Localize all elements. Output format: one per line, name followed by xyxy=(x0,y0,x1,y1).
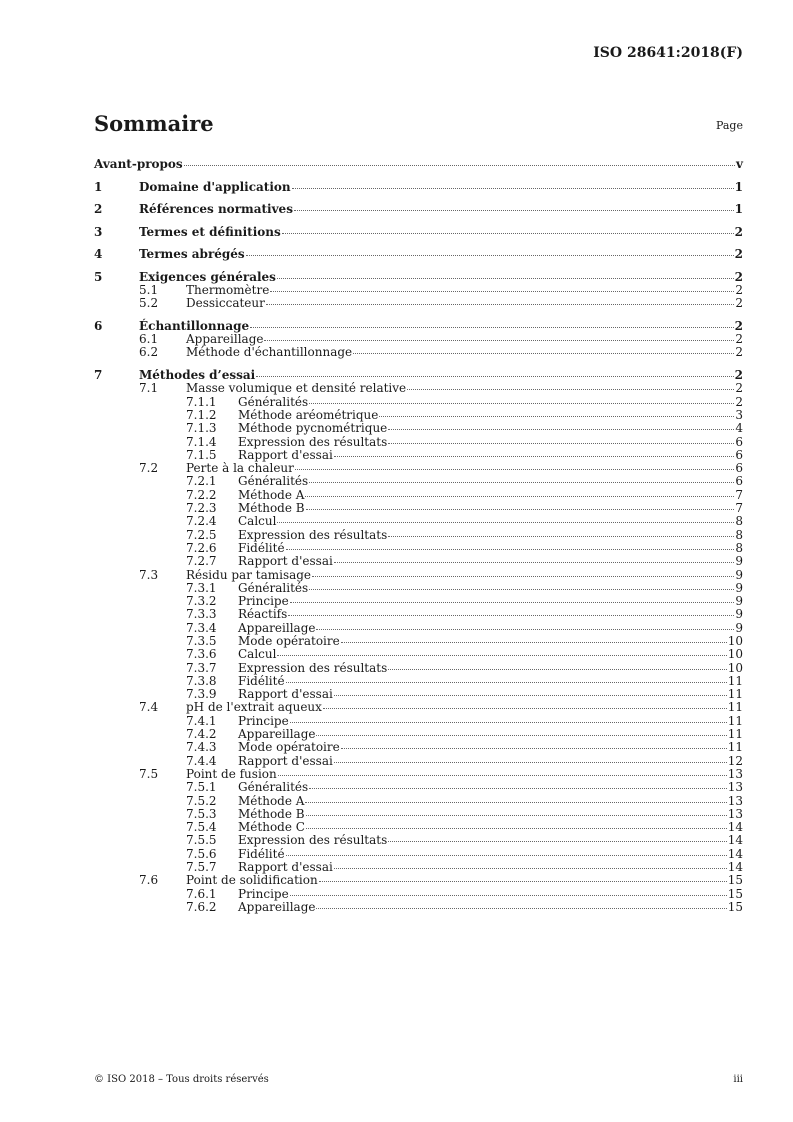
toc-entry[interactable] xyxy=(94,874,743,887)
toc-entry[interactable] xyxy=(94,662,743,675)
toc-entry-title: Thermomètre xyxy=(186,282,270,297)
toc-entry-page: 13 xyxy=(727,806,743,821)
toc-entry-number: 5.2 xyxy=(139,296,159,311)
toc-entry-number: 7.1.3 xyxy=(186,421,217,436)
toc-entry[interactable] xyxy=(94,515,743,528)
toc-entry-number: 4 xyxy=(94,247,103,262)
toc-entry[interactable] xyxy=(94,622,743,635)
dot-leader xyxy=(277,522,734,523)
toc-entry[interactable] xyxy=(94,675,743,688)
toc-entry-title: Références normatives xyxy=(139,202,293,217)
toc-entry-title: Généralités xyxy=(238,580,309,595)
toc-entry-number: 7.4.4 xyxy=(186,753,217,768)
toc-entry-title: Réactifs xyxy=(238,607,288,622)
toc-entry-page: 11 xyxy=(727,713,743,728)
toc-entry-number: 7.4.3 xyxy=(186,740,217,755)
toc-entry-page: 3 xyxy=(735,407,743,422)
dot-leader xyxy=(306,815,727,816)
toc-entry[interactable] xyxy=(94,701,743,714)
dot-leader xyxy=(388,536,734,537)
toc-entry-number: 7.6.2 xyxy=(186,899,217,914)
dot-leader xyxy=(246,255,734,256)
dot-leader xyxy=(278,775,727,776)
toc-entry-number: 7.2.2 xyxy=(186,487,217,502)
toc-entry[interactable] xyxy=(94,502,743,515)
toc-entry-number: 7.2.7 xyxy=(186,554,217,569)
toc-entry-page: 14 xyxy=(727,846,743,861)
toc-entry[interactable] xyxy=(94,297,743,310)
toc-entry-number: 1 xyxy=(94,179,103,194)
toc-entry-number: 7.3.1 xyxy=(186,580,217,595)
toc-entry-title: Méthode B xyxy=(238,806,305,821)
dot-leader xyxy=(277,278,734,279)
dot-leader xyxy=(282,233,734,234)
toc-entry-page: 2 xyxy=(735,345,743,360)
toc-entry-page: 1 xyxy=(734,179,743,194)
toc-entry[interactable] xyxy=(94,475,743,488)
dot-leader xyxy=(353,353,734,354)
toc-entry-number: 7.4.2 xyxy=(186,727,217,742)
toc-entry[interactable] xyxy=(94,247,743,261)
toc-entry[interactable] xyxy=(94,848,743,861)
toc-entry[interactable] xyxy=(94,861,743,874)
dot-leader xyxy=(294,210,734,211)
toc-entry-title: Dessiccateur xyxy=(186,296,265,311)
dot-leader xyxy=(323,708,727,709)
footer-page-number: iii xyxy=(733,1074,743,1085)
dot-leader xyxy=(264,340,734,341)
dot-leader xyxy=(388,429,734,430)
toc-entry-page: 10 xyxy=(727,660,743,675)
toc-entry-title: Avant-propos xyxy=(94,157,183,171)
toc-entry-page: 15 xyxy=(727,873,743,888)
toc-entry-title: Termes et définitions xyxy=(139,224,281,239)
toc-entry-title: Méthode A xyxy=(238,793,305,808)
toc-entry[interactable] xyxy=(94,284,743,297)
toc-entry[interactable] xyxy=(94,319,743,333)
toc-entry-number: 7.3.3 xyxy=(186,607,217,622)
toc-entry-page: 2 xyxy=(734,224,743,239)
toc-entry[interactable] xyxy=(94,635,743,648)
toc-entry-number: 7.1.5 xyxy=(186,447,217,462)
toc-entry-page: 11 xyxy=(727,727,743,742)
toc-entry-title: Méthodes d’essai xyxy=(139,368,256,383)
toc-entry-title: Méthode A xyxy=(238,487,305,502)
toc-entry-title: Exigences générales xyxy=(139,269,276,284)
toc-entry-number: 5.1 xyxy=(139,282,159,297)
toc-entry-number: 7.5.4 xyxy=(186,820,217,835)
toc-entry-page: 4 xyxy=(735,421,743,436)
table-of-contents xyxy=(94,157,743,914)
toc-entry-number: 7.3.4 xyxy=(186,620,217,635)
toc-entry-title: Calcul xyxy=(238,514,277,529)
toc-entry-title: Rapport d'essai xyxy=(238,687,333,702)
toc-entry-title: Termes abrégés xyxy=(139,247,245,262)
toc-entry-title: Méthode aréométrique xyxy=(238,407,379,422)
toc-entry-number: 7.3.5 xyxy=(186,633,217,648)
toc-entry-page: 14 xyxy=(727,860,743,875)
dot-leader xyxy=(407,389,734,390)
dot-leader xyxy=(309,589,734,590)
toc-entry-page: 15 xyxy=(727,899,743,914)
toc-entry-title: Appareillage xyxy=(186,332,264,347)
toc-entry-title: Méthode d'échantillonnage xyxy=(186,345,353,360)
toc-entry-number: 6.1 xyxy=(139,332,159,347)
toc-entry-page: 2 xyxy=(735,394,743,409)
toc-entry-number: 7.1 xyxy=(139,381,159,396)
toc-entry-page: 9 xyxy=(735,554,743,569)
toc-entry[interactable] xyxy=(94,225,743,239)
toc-entry-title: Principe xyxy=(238,713,289,728)
toc-entry-number: 7.1.2 xyxy=(186,407,217,422)
toc-entry-number: 7 xyxy=(94,368,103,383)
toc-entry-number: 7.3 xyxy=(139,567,159,582)
toc-entry-number: 7.6 xyxy=(139,873,159,888)
toc-entry-title: Échantillonnage xyxy=(139,319,250,334)
toc-entry-page: 11 xyxy=(727,740,743,755)
toc-entry-number: 7.2.4 xyxy=(186,514,217,529)
toc-entry-number: 7.6.1 xyxy=(186,886,217,901)
toc-entry-number: 7.3.9 xyxy=(186,687,217,702)
dot-leader xyxy=(270,291,734,292)
toc-entry[interactable] xyxy=(94,781,743,794)
toc-entry-number: 7.5.1 xyxy=(186,780,217,795)
toc-entry-page: 13 xyxy=(727,780,743,795)
toc-entry-page: 2 xyxy=(734,247,743,262)
toc-entry[interactable] xyxy=(94,382,743,395)
toc-entry[interactable] xyxy=(94,821,743,834)
toc-entry-title: Point de solidification xyxy=(186,873,318,888)
toc-entry[interactable] xyxy=(94,834,743,847)
toc-entry[interactable] xyxy=(94,180,743,194)
dot-leader xyxy=(388,841,726,842)
dot-leader xyxy=(334,762,727,763)
toc-entry-number: 7.5.6 xyxy=(186,846,217,861)
toc-entry-number: 7.3.8 xyxy=(186,673,217,688)
toc-entry-number: 7.1.4 xyxy=(186,434,217,449)
toc-entry[interactable] xyxy=(94,333,743,346)
dot-leader xyxy=(309,403,734,404)
toc-entry-page: 11 xyxy=(727,687,743,702)
dot-leader xyxy=(306,828,727,829)
toc-entry-page: 13 xyxy=(727,793,743,808)
toc-entry-number: 3 xyxy=(94,224,103,239)
toc-entry[interactable] xyxy=(94,462,743,475)
toc-entry-number: 7.5.7 xyxy=(186,860,217,875)
toc-entry-title: Fidélité xyxy=(238,673,285,688)
toc-entry[interactable] xyxy=(94,608,743,621)
toc-entry[interactable] xyxy=(94,396,743,409)
toc-entry-page: 8 xyxy=(735,527,743,542)
toc-entry-title: Appareillage xyxy=(238,620,316,635)
toc-entry-title: Généralités xyxy=(238,780,309,795)
dot-leader xyxy=(277,655,726,656)
toc-entry-page: 11 xyxy=(727,673,743,688)
toc-entry-title: Principe xyxy=(238,594,289,609)
toc-entry-page: 10 xyxy=(727,633,743,648)
dot-leader xyxy=(290,602,735,603)
toc-entry[interactable] xyxy=(94,768,743,781)
toc-entry-page: 2 xyxy=(734,368,743,383)
toc-entry-title: Mode opératoire xyxy=(238,633,340,648)
toc-entry-title: Rapport d'essai xyxy=(238,753,333,768)
dot-leader xyxy=(334,695,727,696)
toc-entry-page: 6 xyxy=(735,461,743,476)
toc-entry-page: 7 xyxy=(735,501,743,516)
toc-entry-title: Appareillage xyxy=(238,899,316,914)
dot-leader xyxy=(341,642,727,643)
dot-leader xyxy=(319,881,727,882)
toc-entry[interactable] xyxy=(94,555,743,568)
toc-entry-title: Fidélité xyxy=(238,846,285,861)
dot-leader xyxy=(334,456,735,457)
toc-entry-title: pH de l'extrait aqueux xyxy=(186,700,322,715)
dot-leader xyxy=(290,895,727,896)
dot-leader xyxy=(312,576,734,577)
toc-entry-title: Expression des résultats xyxy=(238,434,388,449)
toc-entry[interactable] xyxy=(94,648,743,661)
toc-entry[interactable] xyxy=(94,436,743,449)
dot-leader xyxy=(306,509,735,510)
toc-entry-number: 6.2 xyxy=(139,345,159,360)
document-id: ISO 28641:2018(F) xyxy=(593,45,743,61)
dot-leader xyxy=(292,188,734,189)
toc-entry-title: Appareillage xyxy=(238,727,316,742)
toc-entry-number: 7.2.5 xyxy=(186,527,217,542)
toc-entry-page: 6 xyxy=(735,447,743,462)
toc-entry-page: 14 xyxy=(727,833,743,848)
toc-entry-page: 13 xyxy=(727,766,743,781)
toc-entry-page: 9 xyxy=(735,607,743,622)
toc-entry-title: Méthode B xyxy=(238,501,305,516)
toc-entry-title: Calcul xyxy=(238,647,277,662)
toc-entry[interactable] xyxy=(94,728,743,741)
toc-entry-page: 12 xyxy=(727,753,743,768)
dot-leader xyxy=(290,722,727,723)
dot-leader xyxy=(256,376,733,377)
toc-entry-title: Principe xyxy=(238,886,289,901)
toc-entry-page: 10 xyxy=(727,647,743,662)
toc-entry-page: 1 xyxy=(734,202,743,217)
toc-entry-number: 7.5.2 xyxy=(186,793,217,808)
dot-leader xyxy=(295,469,734,470)
toc-entry-page: 2 xyxy=(734,319,743,334)
toc-entry-page: 11 xyxy=(727,700,743,715)
dot-leader xyxy=(379,416,734,417)
toc-entry[interactable] xyxy=(94,529,743,542)
dot-leader xyxy=(309,788,727,789)
toc-entry-page: 9 xyxy=(735,567,743,582)
toc-entry-number: 7.3.7 xyxy=(186,660,217,675)
toc-entry[interactable] xyxy=(94,715,743,728)
toc-entry[interactable] xyxy=(94,901,743,914)
toc-entry-title: Masse volumique et densité relative xyxy=(186,381,407,396)
toc-entry[interactable] xyxy=(94,808,743,821)
dot-leader xyxy=(288,615,734,616)
toc-entry-number: 7.5.3 xyxy=(186,806,217,821)
toc-entry-page: 2 xyxy=(735,296,743,311)
toc-entry[interactable] xyxy=(94,795,743,808)
toc-entry[interactable] xyxy=(94,489,743,502)
dot-leader xyxy=(184,165,735,166)
toc-entry-number: 6 xyxy=(94,319,103,334)
toc-entry[interactable] xyxy=(94,888,743,901)
toc-entry[interactable] xyxy=(94,346,743,359)
toc-entry-page: 6 xyxy=(735,474,743,489)
dot-leader xyxy=(286,855,727,856)
toc-entry-page: 7 xyxy=(735,487,743,502)
toc-entry[interactable] xyxy=(94,688,743,701)
toc-entry-number: 7.2 xyxy=(139,461,159,476)
toc-entry[interactable] xyxy=(94,569,743,582)
toc-entry[interactable] xyxy=(94,368,743,382)
dot-leader xyxy=(305,496,734,497)
toc-entry-number: 7.5 xyxy=(139,766,159,781)
dot-leader xyxy=(250,327,733,328)
toc-entry-page: 6 xyxy=(735,434,743,449)
toc-entry-title: Expression des résultats xyxy=(238,833,388,848)
dot-leader xyxy=(388,669,726,670)
toc-entry[interactable] xyxy=(94,755,743,768)
footer-copyright: © ISO 2018 – Tous droits réservés xyxy=(94,1074,269,1085)
dot-leader xyxy=(286,682,727,683)
toc-entry-page: 9 xyxy=(735,594,743,609)
toc-entry[interactable] xyxy=(94,582,743,595)
dot-leader xyxy=(388,443,734,444)
toc-entry[interactable] xyxy=(94,595,743,608)
toc-entry[interactable] xyxy=(94,449,743,462)
page-column-label: Page xyxy=(715,119,743,132)
toc-entry-number: 7.3.6 xyxy=(186,647,217,662)
toc-entry[interactable] xyxy=(94,157,743,171)
toc-entry-page: v xyxy=(736,157,743,171)
toc-entry[interactable] xyxy=(94,409,743,422)
toc-entry[interactable] xyxy=(94,422,743,435)
dot-leader xyxy=(334,868,727,869)
toc-entry-page: 2 xyxy=(735,381,743,396)
toc-entry-page: 15 xyxy=(727,886,743,901)
toc-entry-title: Méthode pycnométrique xyxy=(238,421,388,436)
toc-entry-number: 7.2.1 xyxy=(186,474,217,489)
toc-entry-title: Méthode C xyxy=(238,820,305,835)
toc-entry-number: 5 xyxy=(94,269,103,284)
toc-entry-page: 8 xyxy=(735,514,743,529)
toc-entry-title: Perte à la chaleur xyxy=(186,461,294,476)
toc-entry-page: 2 xyxy=(735,332,743,347)
toc-entry-number: 7.3.2 xyxy=(186,594,217,609)
dot-leader xyxy=(316,629,734,630)
dot-leader xyxy=(341,748,727,749)
toc-entry-title: Généralités xyxy=(238,394,309,409)
dot-leader xyxy=(305,802,726,803)
dot-leader xyxy=(309,482,734,483)
toc-entry-number: 7.2.6 xyxy=(186,540,217,555)
dot-leader xyxy=(316,735,726,736)
dot-leader xyxy=(316,908,726,909)
toc-entry-number: 7.5.5 xyxy=(186,833,217,848)
toc-entry-number: 7.1.1 xyxy=(186,394,217,409)
toc-entry-title: Point de fusion xyxy=(186,766,277,781)
toc-entry-number: 7.4 xyxy=(139,700,159,715)
toc-entry-title: Généralités xyxy=(238,474,309,489)
dot-leader xyxy=(286,549,735,550)
toc-entry[interactable] xyxy=(94,270,743,284)
toc-entry-number: 2 xyxy=(94,202,103,217)
toc-entry[interactable] xyxy=(94,202,743,216)
dot-leader xyxy=(334,562,735,563)
toc-entry-title: Mode opératoire xyxy=(238,740,340,755)
page-title: Sommaire xyxy=(94,111,214,136)
toc-entry-title: Domaine d'application xyxy=(139,179,291,194)
toc-entry-number: 7.2.3 xyxy=(186,501,217,516)
toc-entry-page: 8 xyxy=(735,540,743,555)
toc-entry-title: Résidu par tamisage xyxy=(186,567,312,582)
toc-entry-page: 14 xyxy=(727,820,743,835)
toc-entry-page: 2 xyxy=(735,282,743,297)
toc-entry-title: Rapport d'essai xyxy=(238,860,333,875)
toc-entry-title: Fidélité xyxy=(238,540,285,555)
toc-entry-page: 2 xyxy=(734,269,743,284)
toc-entry-title: Expression des résultats xyxy=(238,660,388,675)
toc-entry-page: 9 xyxy=(735,620,743,635)
toc-entry-page: 9 xyxy=(735,580,743,595)
toc-entry-title: Rapport d'essai xyxy=(238,447,333,462)
toc-entry-title: Rapport d'essai xyxy=(238,554,333,569)
toc-entry-title: Expression des résultats xyxy=(238,527,388,542)
toc-entry[interactable] xyxy=(94,542,743,555)
dot-leader xyxy=(266,304,734,305)
toc-entry-number: 7.4.1 xyxy=(186,713,217,728)
toc-entry[interactable] xyxy=(94,741,743,754)
